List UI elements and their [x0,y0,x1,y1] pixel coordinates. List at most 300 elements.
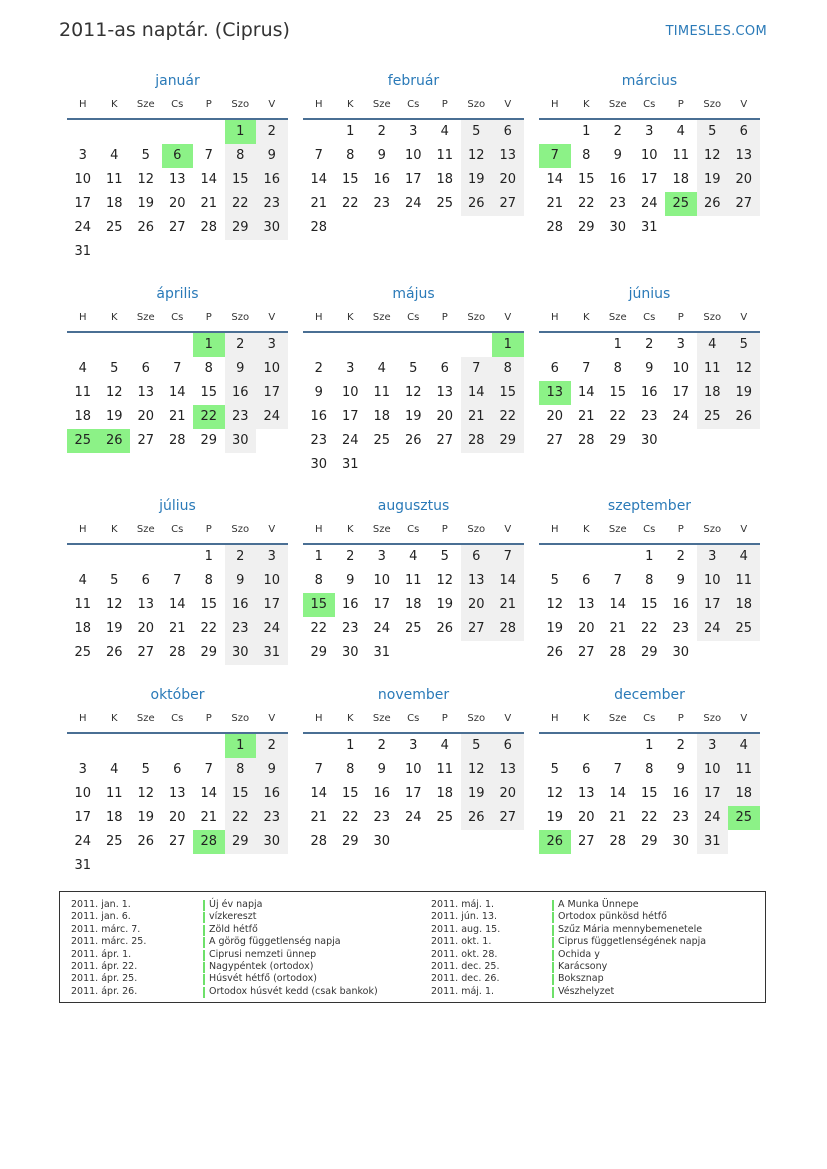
day-cell: 12 [546,597,564,612]
day-cell: 20 [577,810,595,825]
day-cell: 4 [409,549,418,564]
empty-cell [256,429,288,453]
day-cell: 25 [373,433,391,448]
day-cell: 13 [577,597,595,612]
day-cell: 21 [461,405,493,429]
day-cell: 24 [74,220,92,235]
weekday-label: V [740,312,748,323]
day-cell: 18 [74,621,92,636]
week-row [539,429,760,453]
weekday-label: Cs [171,713,184,724]
week-row [303,381,524,405]
day-cell: 15 [640,597,658,612]
day-cell: 30 [672,645,690,660]
empty-cell [697,429,729,453]
weekday-label: Szo [467,99,486,110]
day-cell: 23 [672,810,690,825]
day-cell: 5 [110,573,119,588]
week-row [67,429,288,453]
day-cell: 6 [173,762,182,777]
day-cell: 10 [697,569,729,593]
week-row [539,782,760,806]
day-cell: 19 [546,810,564,825]
day-cell: 31 [74,244,92,259]
day-cell: 26 [105,645,123,660]
day-cell: 29 [640,834,658,849]
month-1 [67,73,288,264]
empty-cell [398,453,430,477]
legend-holiday-name: A Munka Ünnepe [558,899,639,910]
day-cell: 12 [137,172,155,187]
legend-date: 2011. ápr. 25. [71,973,138,985]
month-name: augusztus [377,498,450,514]
day-cell: 8 [204,573,213,588]
day-cell: 3 [256,333,288,357]
day-cell: 17 [373,597,391,612]
day-cell: 5 [461,734,493,758]
day-cell: 14 [200,172,218,187]
weekday-label: Sze [136,99,155,110]
week-row [303,641,524,665]
legend-date: 2011. aug. 15. [431,923,501,935]
weekday-label: H [550,524,559,535]
day-cell: 15 [225,168,257,192]
weekday-label: Cs [407,312,420,323]
legend-holiday-name: A görög függetlenség napja [209,936,341,948]
day-cell: 30 [256,216,288,240]
day-cell: 20 [577,621,595,636]
day-cell: 26 [728,405,760,429]
week-row [67,806,288,830]
day-cell: 21 [577,409,595,424]
day-cell: 18 [74,409,92,424]
day-cell: 28 [310,220,328,235]
week-row [303,782,524,806]
day-cell: 18 [404,597,422,612]
day-cell: 19 [436,597,454,612]
week-row [67,758,288,782]
day-cell: 15 [225,782,257,806]
day-cell: 11 [404,573,422,588]
legend-date: 2011. dec. 25. [431,960,500,972]
day-cell: 24 [404,810,422,825]
holiday-color-marker [552,950,554,961]
day-cell: 9 [225,569,257,593]
day-cell: 19 [728,381,760,405]
day-cell: 29 [640,645,658,660]
day-cell: 15 [609,385,627,400]
day-cell: 4 [728,734,760,758]
holiday-day-cell: 7 [539,144,571,168]
weekday-label: P [205,99,212,110]
day-cell: 30 [672,834,690,849]
empty-cell [335,216,367,240]
weekday-label: Sze [136,524,155,535]
empty-cell [398,216,430,240]
weekday-label: V [268,713,276,724]
day-cell: 11 [74,385,92,400]
weekday-label: Szo [467,524,486,535]
legend-item [71,986,411,998]
day-cell: 31 [373,645,391,660]
day-cell: 7 [461,357,493,381]
week-row [67,405,288,429]
day-cell: 10 [74,172,92,187]
week-row [539,569,760,593]
week-row [539,168,760,192]
weekday-label: H [314,99,323,110]
holiday-color-marker [552,974,554,985]
day-cell: 4 [110,148,119,163]
day-cell: 6 [440,361,449,376]
weekday-label: Szo [231,713,250,724]
empty-cell [461,333,493,357]
day-cell: 3 [377,549,386,564]
day-cell: 25 [404,621,422,636]
legend-column-right [431,899,761,998]
empty-cell [67,545,99,569]
weekday-label: V [504,713,512,724]
week-row [539,734,760,758]
week-row [539,333,760,357]
weekday-label: K [582,524,590,535]
day-cell: 1 [645,738,654,753]
legend-item [431,911,761,923]
legend-item [431,986,761,998]
day-cell: 21 [168,621,186,636]
weekday-header [67,710,288,734]
day-cell: 17 [341,409,359,424]
brand-link[interactable]: TIMESLES.COM [665,24,767,39]
day-cell: 22 [492,405,524,429]
day-cell: 19 [697,168,729,192]
legend-date: 2011. dec. 26. [431,973,500,985]
legend-holiday-name: vízkereszt [209,911,257,923]
weekday-header [67,96,288,120]
empty-cell [492,216,524,240]
day-cell: 30 [256,830,288,854]
empty-cell [303,120,335,144]
legend-holiday-name: Boksznap [558,973,604,985]
empty-cell [162,240,194,264]
day-cell: 10 [341,385,359,400]
day-cell: 19 [461,168,493,192]
day-cell: 27 [492,192,524,216]
weekday-label: Cs [407,99,420,110]
holiday-day-cell: 13 [539,381,571,405]
empty-cell [429,453,461,477]
day-cell: 5 [141,762,150,777]
weekday-label: Cs [171,524,184,535]
week-row [539,381,760,405]
day-cell: 22 [225,192,257,216]
day-cell: 8 [492,357,524,381]
day-cell: 18 [436,786,454,801]
legend-date: 2011. máj. 1. [431,985,495,997]
weekday-label: V [740,524,748,535]
day-cell: 17 [256,593,288,617]
weekday-label: H [314,524,323,535]
day-cell: 7 [173,573,182,588]
week-row [303,429,524,453]
week-row [303,830,524,854]
week-row [67,168,288,192]
day-cell: 7 [613,762,622,777]
day-cell: 25 [436,810,454,825]
day-cell: 6 [550,361,559,376]
weekday-label: V [504,99,512,110]
weekday-label: Szo [703,99,722,110]
weekday-label: K [110,524,118,535]
empty-cell [130,333,162,357]
day-cell: 31 [256,641,288,665]
week-row [67,569,288,593]
empty-cell [256,240,288,264]
day-cell: 27 [168,220,186,235]
week-row [67,734,288,758]
weekday-label: P [441,713,448,724]
day-cell: 26 [461,806,493,830]
day-cell: 23 [225,617,257,641]
week-row [67,545,288,569]
day-cell: 20 [492,168,524,192]
empty-cell [461,641,493,665]
weekday-label: Szo [703,524,722,535]
day-cell: 16 [640,385,658,400]
legend-holiday-name: Karácsony [558,960,608,972]
day-cell: 2 [645,337,654,352]
day-cell: 12 [697,144,729,168]
day-cell: 4 [440,738,449,753]
legend-item [431,949,761,961]
day-cell: 28 [310,834,328,849]
empty-cell [162,854,194,878]
day-cell: 9 [645,361,654,376]
day-cell: 6 [141,573,150,588]
empty-cell [697,216,729,240]
empty-cell [67,120,99,144]
day-cell: 3 [78,762,87,777]
day-cell: 24 [373,621,391,636]
legend-holiday-name: Ciprusi nemzeti ünnep [209,948,317,960]
week-row [303,405,524,429]
day-cell: 24 [672,409,690,424]
day-cell: 10 [404,148,422,163]
day-cell: 2 [676,549,685,564]
day-cell: 27 [137,433,155,448]
day-cell: 31 [341,457,359,472]
day-cell: 12 [105,385,123,400]
day-cell: 23 [310,433,328,448]
weekday-label: Cs [171,312,184,323]
holiday-day-cell: 1 [225,734,257,758]
day-cell: 20 [461,593,493,617]
week-row [539,830,760,854]
day-cell: 21 [546,196,564,211]
day-cell: 23 [640,409,658,424]
day-cell: 11 [436,148,454,163]
empty-cell [130,545,162,569]
week-row [539,144,760,168]
week-row [539,806,760,830]
day-cell: 21 [310,196,328,211]
day-cell: 28 [492,617,524,641]
week-row [303,333,524,357]
day-cell: 5 [141,148,150,163]
day-cell: 7 [204,148,213,163]
day-cell: 26 [137,220,155,235]
day-cell: 6 [728,120,760,144]
day-cell: 23 [256,806,288,830]
day-cell: 14 [310,172,328,187]
legend-date: 2011. jún. 13. [431,911,498,923]
day-cell: 30 [640,433,658,448]
week-row [303,453,524,477]
day-cell: 13 [436,385,454,400]
day-cell: 16 [256,782,288,806]
holiday-color-marker [552,987,554,998]
day-cell: 8 [314,573,323,588]
day-cell: 31 [697,830,729,854]
legend-date: 2011. jan. 1. [71,899,131,910]
month-11 [303,687,524,854]
empty-cell [461,830,493,854]
weekday-label: H [78,99,87,110]
day-cell: 15 [492,381,524,405]
day-cell: 18 [105,810,123,825]
day-cell: 24 [697,617,729,641]
day-cell: 11 [74,597,92,612]
legend-item [431,899,761,911]
holiday-color-marker [552,925,554,936]
legend-item [431,973,761,985]
day-cell: 22 [341,196,359,211]
month-2 [303,73,524,240]
day-cell: 9 [346,573,355,588]
day-cell: 11 [105,786,123,801]
day-cell: 22 [200,621,218,636]
legend-date: 2011. márc. 7. [71,923,141,935]
empty-cell [225,240,257,264]
weekday-label: V [268,524,276,535]
weekday-header [539,96,760,120]
weekday-label: Sze [372,713,391,724]
day-cell: 2 [676,738,685,753]
day-cell: 4 [697,333,729,357]
day-cell: 23 [373,810,391,825]
legend-holiday-name: Szűz Mária mennybemenetele [558,923,703,935]
legend-item [71,899,411,911]
weekday-header [67,521,288,545]
empty-cell [366,216,398,240]
day-cell: 7 [314,148,323,163]
day-cell: 14 [609,597,627,612]
day-cell: 29 [225,216,257,240]
day-cell: 18 [728,782,760,806]
day-cell: 19 [137,196,155,211]
day-cell: 23 [609,196,627,211]
weekday-label: K [346,99,354,110]
day-cell: 14 [609,786,627,801]
day-cell: 16 [609,172,627,187]
day-cell: 16 [672,786,690,801]
holiday-color-marker [203,987,205,998]
legend-item [71,936,411,948]
day-cell: 21 [200,810,218,825]
week-row [539,758,760,782]
day-cell: 2 [225,333,257,357]
day-cell: 10 [672,361,690,376]
day-cell: 16 [256,168,288,192]
day-cell: 7 [204,762,213,777]
day-cell: 19 [105,409,123,424]
day-cell: 20 [168,810,186,825]
legend-date: 2011. jan. 6. [71,911,131,923]
day-cell: 6 [582,573,591,588]
day-cell: 17 [640,172,658,187]
day-cell: 16 [341,597,359,612]
weekday-label: V [740,99,748,110]
day-cell: 24 [256,617,288,641]
day-cell: 14 [461,381,493,405]
day-cell: 27 [492,806,524,830]
day-cell: 7 [582,361,591,376]
day-cell: 9 [676,573,685,588]
holiday-color-marker [203,937,205,948]
month-8 [303,498,524,665]
week-row [303,758,524,782]
day-cell: 26 [404,433,422,448]
day-cell: 7 [314,762,323,777]
day-cell: 16 [225,381,257,405]
day-cell: 12 [137,786,155,801]
empty-cell [225,854,257,878]
day-cell: 4 [440,124,449,139]
day-cell: 20 [436,409,454,424]
day-cell: 28 [577,433,595,448]
weekday-label: H [314,312,323,323]
weekday-label: H [78,312,87,323]
day-cell: 17 [697,782,729,806]
weekday-label: H [550,713,559,724]
week-row [539,216,760,240]
empty-cell [335,333,367,357]
day-cell: 22 [577,196,595,211]
day-cell: 22 [341,810,359,825]
weekday-label: H [78,524,87,535]
day-cell: 8 [645,573,654,588]
empty-cell [602,545,634,569]
day-cell: 2 [346,549,355,564]
day-cell: 9 [377,762,386,777]
day-cell: 14 [168,385,186,400]
day-cell: 24 [74,834,92,849]
legend-date: 2011. ápr. 22. [71,960,138,972]
day-cell: 13 [137,597,155,612]
week-row [303,617,524,641]
day-cell: 26 [461,192,493,216]
weekday-label: V [268,99,276,110]
holiday-day-cell: 1 [225,120,257,144]
empty-cell [665,429,697,453]
day-cell: 22 [640,810,658,825]
empty-cell [162,333,194,357]
week-row [67,357,288,381]
day-cell: 1 [346,738,355,753]
day-cell: 2 [613,124,622,139]
day-cell: 28 [168,645,186,660]
holiday-day-cell: 26 [99,429,131,453]
